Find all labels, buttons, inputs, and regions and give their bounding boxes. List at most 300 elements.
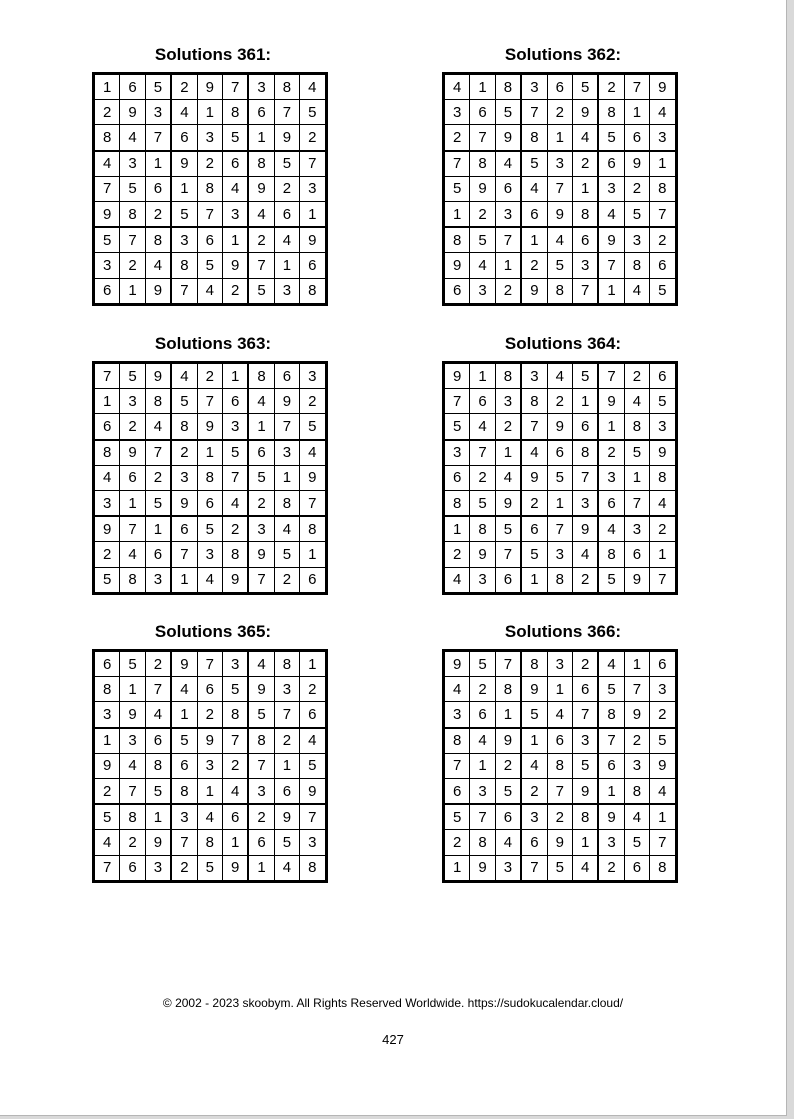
grid-cell: 8 <box>94 677 120 702</box>
grid-cell: 1 <box>598 278 624 304</box>
grid-cell: 3 <box>495 389 521 414</box>
grid-cell: 8 <box>650 855 676 881</box>
grid-cell: 2 <box>598 855 624 881</box>
grid-cell: 8 <box>495 677 521 702</box>
grid-cell: 5 <box>120 176 145 201</box>
grid-cell: 9 <box>598 227 624 253</box>
grid-cell: 6 <box>120 74 145 100</box>
grid-cell: 4 <box>222 176 248 201</box>
grid-row <box>444 830 677 855</box>
grid-cell: 6 <box>521 201 547 227</box>
grid-row <box>444 125 677 151</box>
grid-row <box>94 100 327 125</box>
grid-row <box>444 74 677 100</box>
grid-cell: 6 <box>197 677 222 702</box>
solution-title: Solutions 364: <box>504 334 622 353</box>
grid-cell: 1 <box>171 567 197 593</box>
grid-cell: 3 <box>248 74 274 100</box>
grid-cell: 6 <box>521 830 547 855</box>
grid-cell: 1 <box>547 677 572 702</box>
grid-cell: 3 <box>547 542 572 567</box>
grid-cell: 7 <box>94 363 120 389</box>
grid-cell: 2 <box>572 651 598 677</box>
grid-row <box>94 728 327 754</box>
grid-cell: 9 <box>650 440 676 466</box>
grid-cell: 1 <box>145 151 171 177</box>
grid-row <box>444 176 677 201</box>
grid-cell: 4 <box>222 778 248 804</box>
grid-cell: 5 <box>598 677 624 702</box>
grid-cell: 5 <box>495 778 521 804</box>
grid-cell: 1 <box>94 389 120 414</box>
grid-cell: 6 <box>248 830 274 855</box>
grid-cell: 2 <box>547 804 572 830</box>
grid-cell: 3 <box>495 201 521 227</box>
grid-cell: 4 <box>547 702 572 728</box>
grid-cell: 3 <box>94 253 120 278</box>
grid-cell: 3 <box>197 125 222 151</box>
grid-cell: 2 <box>521 253 547 278</box>
grid-cell: 3 <box>222 651 248 677</box>
grid-cell: 9 <box>120 440 145 466</box>
grid-cell: 2 <box>444 125 470 151</box>
grid-cell: 4 <box>444 74 470 100</box>
grid-cell: 7 <box>248 753 274 778</box>
grid-cell: 9 <box>521 465 547 490</box>
solution-title: Solutions 361: <box>154 45 272 64</box>
grid-cell: 1 <box>598 778 624 804</box>
grid-cell: 5 <box>274 542 299 567</box>
solution-block-364 <box>442 333 684 595</box>
grid-cell: 8 <box>120 567 145 593</box>
grid-cell: 8 <box>120 804 145 830</box>
grid-cell: 7 <box>547 176 572 201</box>
grid-cell: 9 <box>521 278 547 304</box>
grid-row <box>444 414 677 440</box>
grid-cell: 6 <box>300 702 326 728</box>
grid-cell: 1 <box>444 201 470 227</box>
grid-cell: 7 <box>197 651 222 677</box>
grid-cell: 7 <box>120 516 145 542</box>
grid-cell: 9 <box>197 414 222 440</box>
sudoku-grid <box>442 361 678 595</box>
grid-cell: 5 <box>222 440 248 466</box>
grid-cell: 7 <box>300 804 326 830</box>
grid-cell: 2 <box>650 227 676 253</box>
grid-cell: 6 <box>572 227 598 253</box>
grid-cell: 3 <box>120 389 145 414</box>
grid-cell: 3 <box>547 651 572 677</box>
grid-cell: 3 <box>470 278 495 304</box>
grid-cell: 2 <box>274 728 299 754</box>
grid-cell: 4 <box>470 414 495 440</box>
grid-cell: 5 <box>470 490 495 516</box>
grid-cell: 5 <box>598 125 624 151</box>
grid-cell: 1 <box>495 440 521 466</box>
grid-cell: 1 <box>547 490 572 516</box>
grid-cell: 8 <box>222 100 248 125</box>
grid-row <box>94 516 327 542</box>
grid-cell: 4 <box>145 414 171 440</box>
grid-cell: 3 <box>248 516 274 542</box>
grid-cell: 5 <box>171 201 197 227</box>
grid-cell: 7 <box>572 278 598 304</box>
grid-cell: 1 <box>521 227 547 253</box>
grid-cell: 9 <box>197 74 222 100</box>
grid-cell: 1 <box>94 728 120 754</box>
grid-cell: 8 <box>572 804 598 830</box>
grid-cell: 1 <box>197 100 222 125</box>
grid-cell: 8 <box>171 414 197 440</box>
grid-cell: 4 <box>197 278 222 304</box>
grid-cell: 8 <box>650 465 676 490</box>
grid-cell: 6 <box>145 542 171 567</box>
grid-cell: 8 <box>248 151 274 177</box>
grid-cell: 9 <box>572 100 598 125</box>
grid-cell: 7 <box>300 490 326 516</box>
grid-cell: 3 <box>572 490 598 516</box>
grid-cell: 9 <box>300 465 326 490</box>
grid-cell: 2 <box>222 278 248 304</box>
grid-row <box>444 389 677 414</box>
grid-cell: 8 <box>248 363 274 389</box>
grid-cell: 1 <box>598 414 624 440</box>
grid-cell: 1 <box>572 176 598 201</box>
sudoku-grid <box>92 361 328 595</box>
grid-cell: 8 <box>444 728 470 754</box>
grid-cell: 7 <box>120 227 145 253</box>
grid-cell: 9 <box>547 201 572 227</box>
grid-cell: 1 <box>470 363 495 389</box>
grid-cell: 3 <box>94 490 120 516</box>
grid-cell: 4 <box>495 830 521 855</box>
grid-cell: 5 <box>274 830 299 855</box>
grid-cell: 9 <box>300 778 326 804</box>
grid-cell: 1 <box>197 440 222 466</box>
grid-cell: 4 <box>547 363 572 389</box>
grid-row <box>444 567 677 593</box>
grid-cell: 3 <box>197 542 222 567</box>
grid-cell: 3 <box>598 465 624 490</box>
grid-cell: 6 <box>495 804 521 830</box>
grid-cell: 7 <box>94 855 120 881</box>
grid-cell: 6 <box>624 855 649 881</box>
grid-cell: 6 <box>222 389 248 414</box>
grid-cell: 3 <box>521 363 547 389</box>
solution-title: Solutions 363: <box>154 334 272 353</box>
grid-cell: 6 <box>650 253 676 278</box>
grid-cell: 8 <box>572 440 598 466</box>
grid-cell: 4 <box>624 278 649 304</box>
grid-cell: 5 <box>300 753 326 778</box>
grid-cell: 3 <box>171 227 197 253</box>
sudoku-grid <box>442 72 678 306</box>
grid-cell: 9 <box>547 830 572 855</box>
grid-row <box>444 677 677 702</box>
grid-cell: 2 <box>300 389 326 414</box>
grid-cell: 8 <box>197 176 222 201</box>
grid-row <box>444 490 677 516</box>
grid-cell: 8 <box>94 440 120 466</box>
grid-cell: 8 <box>300 516 326 542</box>
grid-cell: 3 <box>572 253 598 278</box>
grid-cell: 9 <box>145 830 171 855</box>
grid-cell: 8 <box>521 651 547 677</box>
grid-cell: 2 <box>495 753 521 778</box>
grid-cell: 6 <box>222 151 248 177</box>
grid-cell: 7 <box>248 253 274 278</box>
grid-cell: 4 <box>444 567 470 593</box>
grid-cell: 9 <box>572 516 598 542</box>
grid-cell: 6 <box>300 253 326 278</box>
grid-cell: 1 <box>274 753 299 778</box>
grid-cell: 3 <box>650 414 676 440</box>
grid-cell: 8 <box>521 389 547 414</box>
grid-cell: 2 <box>624 363 649 389</box>
grid-cell: 9 <box>94 753 120 778</box>
grid-cell: 6 <box>495 176 521 201</box>
grid-cell: 4 <box>598 651 624 677</box>
grid-cell: 7 <box>495 227 521 253</box>
grid-cell: 5 <box>94 227 120 253</box>
grid-cell: 9 <box>495 490 521 516</box>
grid-row <box>94 151 327 177</box>
grid-cell: 6 <box>171 516 197 542</box>
grid-row <box>94 567 327 593</box>
grid-cell: 5 <box>300 414 326 440</box>
solution-block-366 <box>442 621 684 883</box>
grid-cell: 4 <box>171 363 197 389</box>
grid-cell: 4 <box>94 830 120 855</box>
grid-cell: 2 <box>94 542 120 567</box>
grid-cell: 4 <box>650 490 676 516</box>
grid-cell: 8 <box>274 74 299 100</box>
grid-cell: 7 <box>300 151 326 177</box>
grid-cell: 1 <box>171 702 197 728</box>
solution-block-363 <box>92 333 334 595</box>
grid-row <box>94 855 327 881</box>
grid-cell: 5 <box>470 651 495 677</box>
grid-cell: 5 <box>248 702 274 728</box>
grid-cell: 5 <box>120 651 145 677</box>
grid-cell: 5 <box>197 516 222 542</box>
grid-cell: 5 <box>624 830 649 855</box>
grid-cell: 7 <box>248 567 274 593</box>
grid-row <box>94 753 327 778</box>
grid-cell: 9 <box>248 542 274 567</box>
grid-cell: 8 <box>222 702 248 728</box>
grid-cell: 3 <box>197 753 222 778</box>
grid-row <box>444 100 677 125</box>
grid-row <box>444 278 677 304</box>
grid-cell: 7 <box>444 753 470 778</box>
grid-cell: 9 <box>197 728 222 754</box>
grid-cell: 7 <box>624 74 649 100</box>
grid-cell: 6 <box>470 100 495 125</box>
grid-row <box>444 855 677 881</box>
grid-cell: 5 <box>547 253 572 278</box>
grid-cell: 8 <box>197 830 222 855</box>
grid-cell: 9 <box>171 151 197 177</box>
grid-cell: 1 <box>145 516 171 542</box>
grid-cell: 2 <box>470 677 495 702</box>
grid-row <box>94 465 327 490</box>
grid-row <box>94 227 327 253</box>
grid-cell: 2 <box>572 151 598 177</box>
grid-cell: 3 <box>120 728 145 754</box>
grid-cell: 1 <box>222 363 248 389</box>
grid-cell: 5 <box>650 389 676 414</box>
grid-cell: 5 <box>222 677 248 702</box>
grid-cell: 9 <box>470 542 495 567</box>
grid-cell: 5 <box>547 465 572 490</box>
grid-row <box>444 440 677 466</box>
grid-cell: 9 <box>274 389 299 414</box>
grid-cell: 5 <box>444 414 470 440</box>
grid-row <box>94 278 327 304</box>
grid-cell: 7 <box>171 830 197 855</box>
grid-cell: 9 <box>650 753 676 778</box>
grid-cell: 2 <box>300 677 326 702</box>
grid-cell: 3 <box>521 74 547 100</box>
grid-cell: 2 <box>470 201 495 227</box>
grid-cell: 8 <box>145 389 171 414</box>
grid-cell: 8 <box>248 728 274 754</box>
grid-cell: 7 <box>145 440 171 466</box>
grid-row <box>94 677 327 702</box>
grid-cell: 5 <box>495 100 521 125</box>
grid-cell: 3 <box>444 440 470 466</box>
grid-cell: 7 <box>521 414 547 440</box>
grid-cell: 9 <box>444 363 470 389</box>
grid-cell: 7 <box>274 702 299 728</box>
grid-cell: 3 <box>145 855 171 881</box>
grid-cell: 8 <box>521 125 547 151</box>
grid-cell: 2 <box>94 778 120 804</box>
grid-cell: 2 <box>248 227 274 253</box>
grid-cell: 5 <box>470 227 495 253</box>
grid-cell: 4 <box>624 389 649 414</box>
grid-row <box>94 363 327 389</box>
solution-block-362 <box>442 44 684 306</box>
grid-cell: 9 <box>470 855 495 881</box>
grid-cell: 2 <box>470 465 495 490</box>
grid-row <box>94 830 327 855</box>
grid-cell: 8 <box>495 74 521 100</box>
grid-cell: 6 <box>650 363 676 389</box>
grid-cell: 2 <box>222 753 248 778</box>
grid-cell: 1 <box>572 830 598 855</box>
grid-cell: 1 <box>624 465 649 490</box>
grid-cell: 4 <box>94 151 120 177</box>
grid-row <box>444 363 677 389</box>
grid-cell: 8 <box>598 542 624 567</box>
grid-cell: 2 <box>650 702 676 728</box>
grid-cell: 9 <box>521 677 547 702</box>
grid-cell: 3 <box>300 176 326 201</box>
grid-cell: 8 <box>547 278 572 304</box>
grid-cell: 1 <box>624 100 649 125</box>
grid-cell: 6 <box>197 227 222 253</box>
grid-cell: 9 <box>222 855 248 881</box>
grid-cell: 7 <box>495 651 521 677</box>
grid-cell: 3 <box>145 100 171 125</box>
grid-cell: 9 <box>222 567 248 593</box>
grid-cell: 4 <box>650 100 676 125</box>
grid-cell: 4 <box>470 728 495 754</box>
grid-cell: 3 <box>171 465 197 490</box>
grid-row <box>94 490 327 516</box>
grid-cell: 2 <box>248 490 274 516</box>
grid-cell: 7 <box>120 778 145 804</box>
grid-cell: 3 <box>300 363 326 389</box>
grid-cell: 6 <box>145 176 171 201</box>
grid-cell: 2 <box>120 830 145 855</box>
grid-cell: 7 <box>495 542 521 567</box>
grid-cell: 9 <box>470 176 495 201</box>
grid-cell: 3 <box>624 753 649 778</box>
grid-cell: 1 <box>650 542 676 567</box>
grid-cell: 7 <box>94 176 120 201</box>
grid-cell: 6 <box>444 778 470 804</box>
grid-cell: 2 <box>197 702 222 728</box>
grid-row <box>94 389 327 414</box>
grid-cell: 7 <box>650 830 676 855</box>
grid-cell: 3 <box>94 702 120 728</box>
grid-cell: 3 <box>572 728 598 754</box>
grid-cell: 5 <box>598 567 624 593</box>
grid-cell: 6 <box>248 440 274 466</box>
grid-cell: 4 <box>248 201 274 227</box>
grid-cell: 9 <box>120 702 145 728</box>
grid-cell: 4 <box>274 855 299 881</box>
grid-cell: 6 <box>94 651 120 677</box>
grid-cell: 3 <box>521 804 547 830</box>
grid-cell: 3 <box>120 151 145 177</box>
grid-cell: 7 <box>521 100 547 125</box>
grid-cell: 6 <box>120 855 145 881</box>
grid-row <box>444 728 677 754</box>
grid-cell: 3 <box>650 125 676 151</box>
grid-cell: 8 <box>470 516 495 542</box>
grid-cell: 9 <box>248 176 274 201</box>
grid-cell: 8 <box>547 567 572 593</box>
grid-cell: 5 <box>222 125 248 151</box>
grid-cell: 4 <box>572 542 598 567</box>
grid-cell: 6 <box>650 651 676 677</box>
grid-cell: 6 <box>572 414 598 440</box>
sudoku-grid <box>92 649 328 883</box>
grid-cell: 1 <box>495 702 521 728</box>
grid-cell: 9 <box>94 516 120 542</box>
solution-title: Solutions 365: <box>154 622 272 641</box>
grid-cell: 7 <box>274 414 299 440</box>
grid-cell: 7 <box>624 677 649 702</box>
grid-row <box>444 465 677 490</box>
grid-row <box>94 440 327 466</box>
grid-cell: 4 <box>300 440 326 466</box>
grid-cell: 9 <box>145 278 171 304</box>
grid-row <box>94 176 327 201</box>
grid-cell: 6 <box>598 753 624 778</box>
grid-cell: 7 <box>171 278 197 304</box>
grid-cell: 6 <box>171 125 197 151</box>
grid-cell: 7 <box>470 125 495 151</box>
grid-cell: 1 <box>300 542 326 567</box>
grid-cell: 3 <box>495 855 521 881</box>
grid-cell: 6 <box>598 490 624 516</box>
grid-cell: 7 <box>572 702 598 728</box>
